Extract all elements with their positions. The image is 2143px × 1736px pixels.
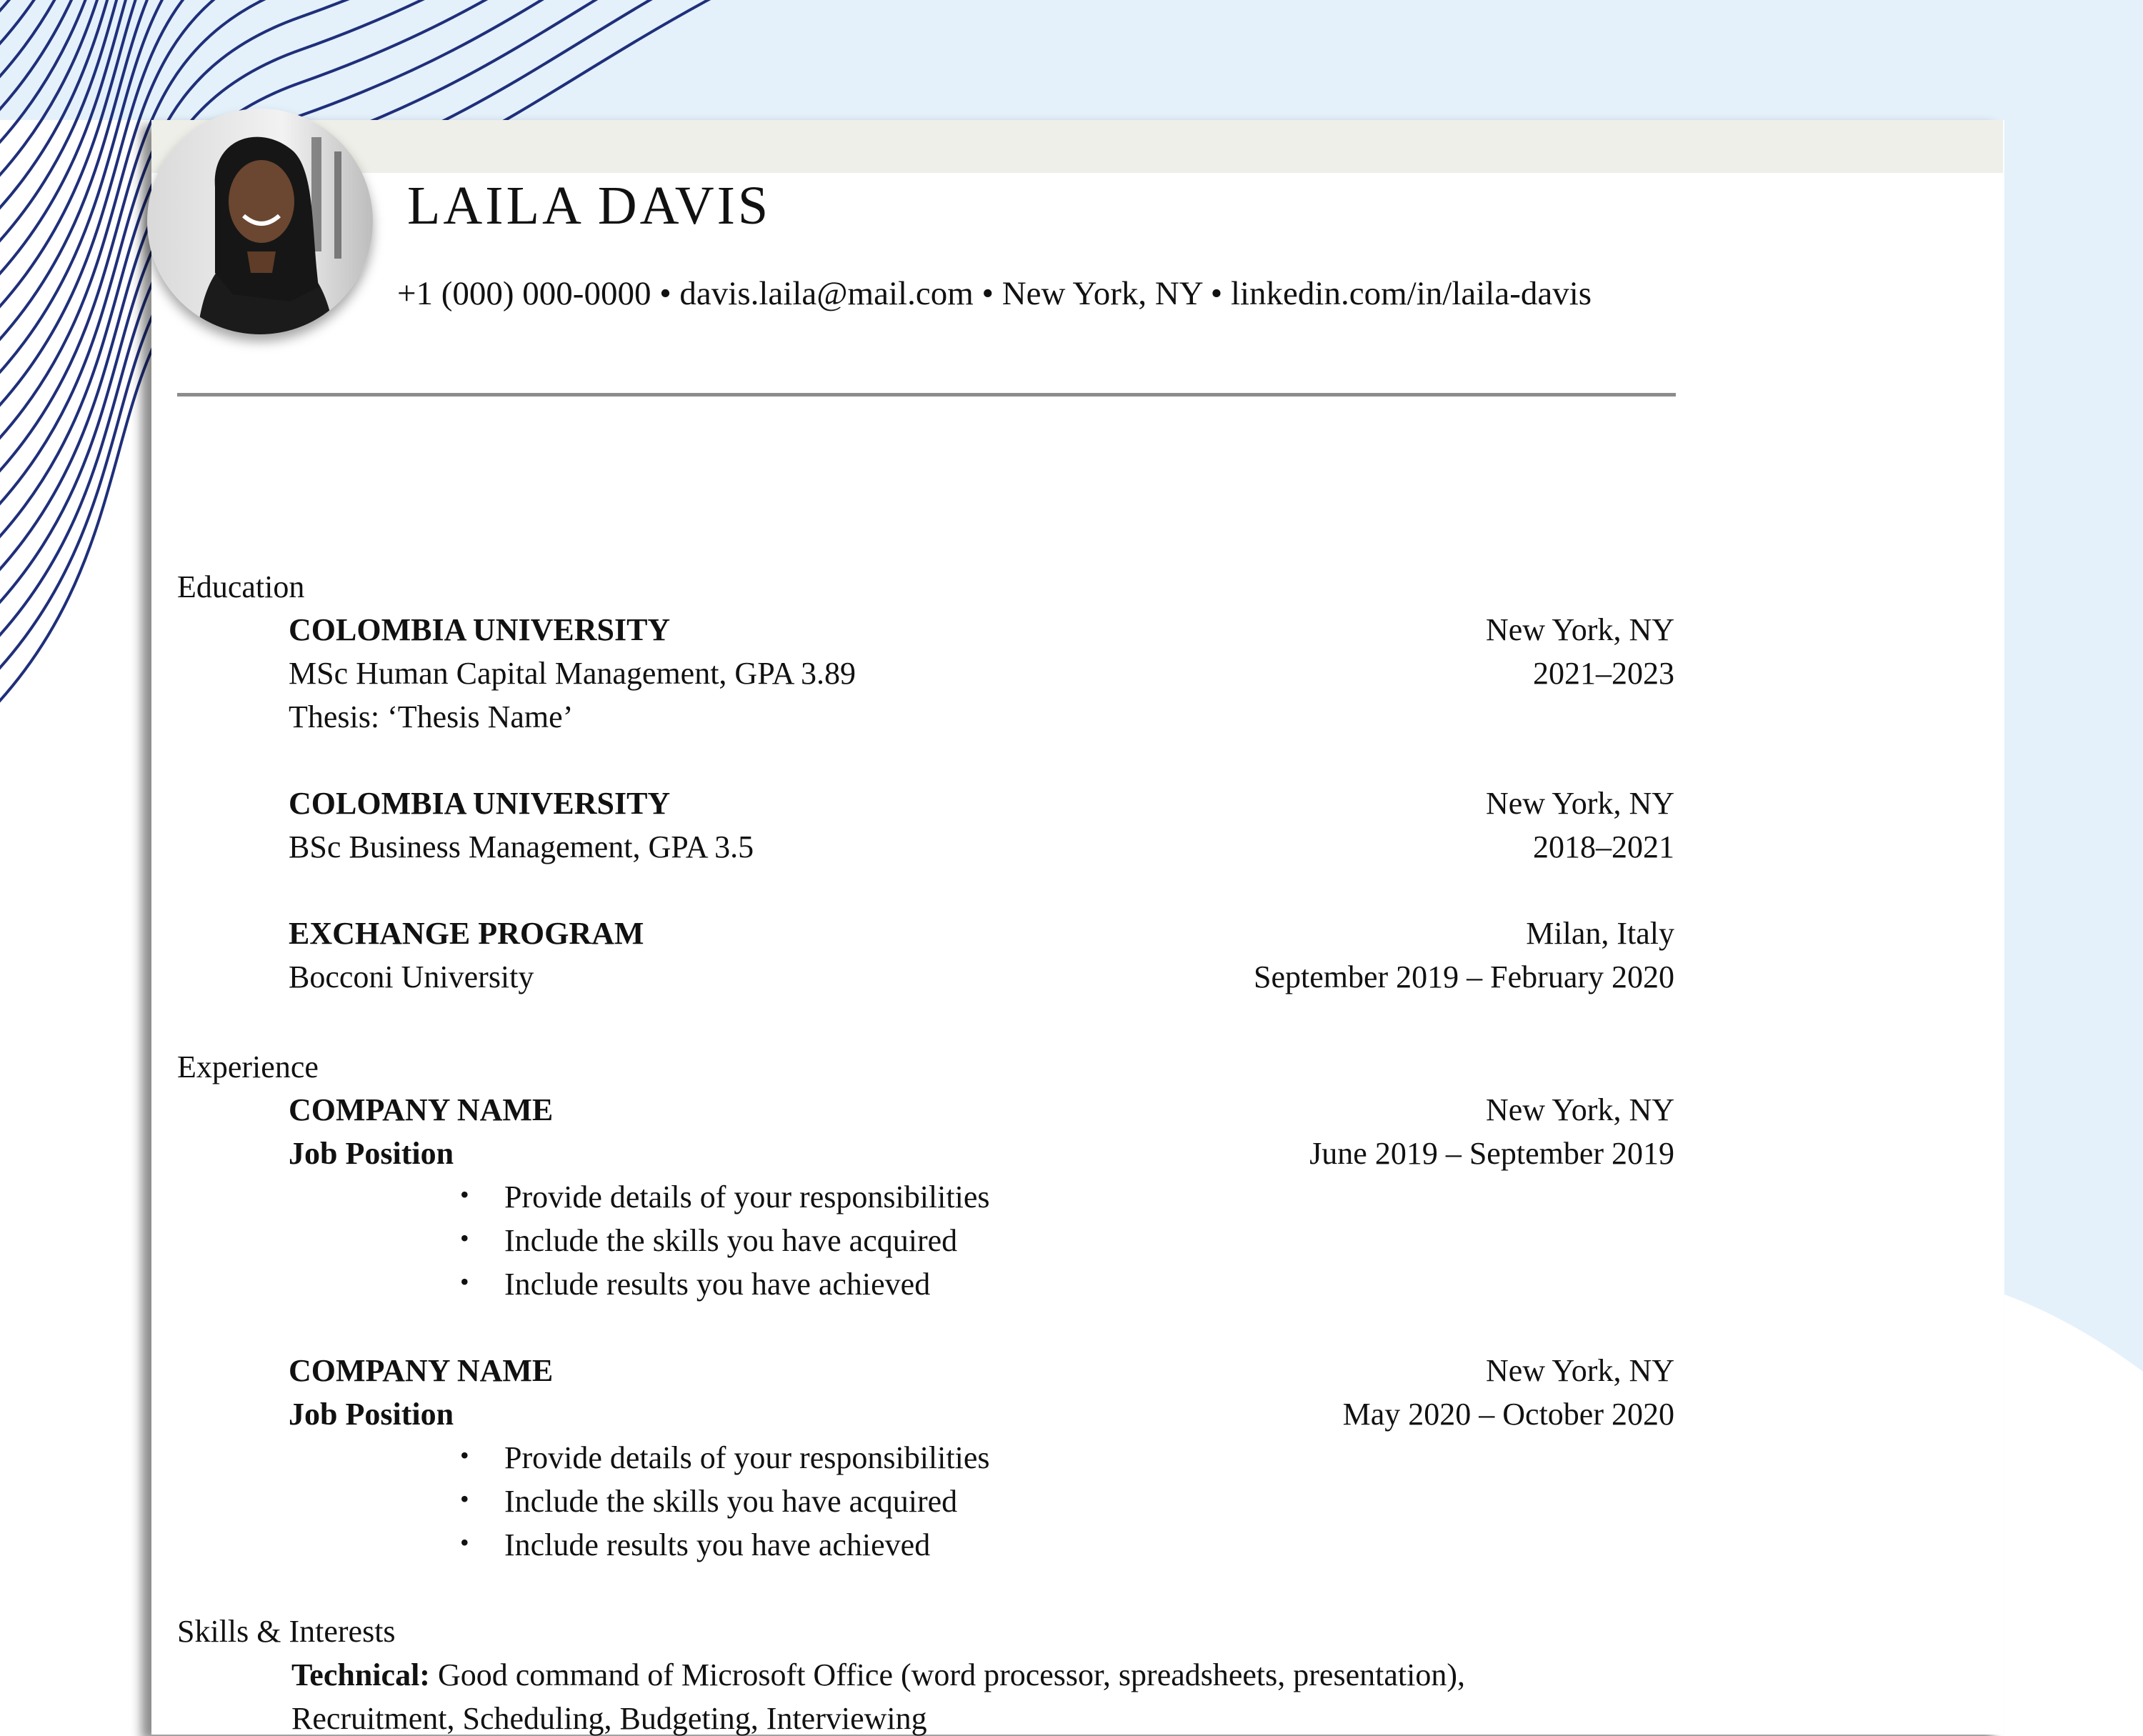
list-item: [460, 1527, 931, 1562]
list-item: [460, 1440, 990, 1475]
skills-continuation: Recruitment, Scheduling, Budgeting, Interviewing: [291, 1701, 927, 1736]
education-org: COLOMBIA UNIVERSITY: [289, 612, 671, 647]
list-item: [460, 1179, 990, 1214]
job-dates: May 2020 – October 2020: [1342, 1397, 1674, 1432]
education-degree: BSc Business Management, GPA 3.5: [289, 829, 754, 864]
education-entry-1-detail: [289, 658, 1674, 698]
list-item: [460, 1267, 931, 1302]
experience-entry-1-header: [289, 1094, 1674, 1134]
education-dates: September 2019 – February 2020: [1254, 959, 1674, 994]
list-item: [460, 1484, 958, 1519]
sheet-top-band: [151, 120, 2003, 173]
skills-technical: [291, 1657, 1465, 1692]
experience-entry-2-position: [289, 1399, 1674, 1439]
experience-entry-2-header: [289, 1355, 1674, 1395]
header-divider: [177, 393, 1676, 396]
education-entry-2-header: [289, 788, 1674, 828]
section-title-education: Education: [177, 569, 305, 604]
profile-photo: [147, 109, 373, 334]
education-org: EXCHANGE PROGRAM: [289, 916, 644, 951]
education-thesis: Thesis: ‘Thesis Name’: [289, 699, 574, 734]
company-name: COMPANY NAME: [289, 1353, 554, 1388]
bullet-glyph: •: [460, 1267, 469, 1296]
skills-technical-text: Good command of Microsoft Office (word processor, spreadsheets, presentation),: [437, 1657, 1465, 1692]
bullet-text: Include the skills you have acquired: [504, 1223, 958, 1258]
company-name: COMPANY NAME: [289, 1092, 554, 1127]
bullet-glyph: •: [460, 1224, 469, 1252]
job-dates: June 2019 – September 2019: [1309, 1136, 1674, 1171]
section-title-skills: Skills & Interests: [177, 1614, 396, 1649]
company-location: New York, NY: [1485, 1092, 1674, 1127]
education-entry-3-detail: [289, 959, 1674, 1002]
section-title-experience: Experience: [177, 1049, 319, 1084]
education-dates: 2018–2021: [1533, 829, 1674, 864]
list-item: [460, 1223, 958, 1258]
bullet-text: Include the skills you have acquired: [504, 1484, 958, 1519]
job-position: Job Position: [289, 1397, 454, 1432]
bullet-glyph: •: [460, 1528, 469, 1557]
bullet-text: Include results you have achieved: [504, 1267, 931, 1302]
bullet-text: Include results you have achieved: [504, 1527, 931, 1562]
education-entry-3-header: [289, 918, 1674, 958]
experience-entry-1-position: [289, 1138, 1674, 1178]
bullet-glyph: •: [460, 1485, 469, 1513]
company-location: New York, NY: [1485, 1353, 1674, 1388]
education-entry-1-header: [289, 614, 1674, 654]
education-degree: MSc Human Capital Management, GPA 3.89: [289, 656, 856, 691]
education-location: New York, NY: [1485, 612, 1674, 647]
education-location: New York, NY: [1485, 786, 1674, 821]
contact-line: +1 (000) 000-0000 • davis.laila@mail.com • New York, NY • linkedin.com/in/laila-davis: [397, 275, 1592, 312]
bullet-glyph: •: [460, 1180, 469, 1209]
education-org: COLOMBIA UNIVERSITY: [289, 786, 671, 821]
bullet-text: Provide details of your responsibilities: [504, 1440, 990, 1475]
wave-line: [0, 0, 857, 86]
education-dates: 2021–2023: [1533, 656, 1674, 691]
education-location: Milan, Italy: [1526, 916, 1674, 951]
education-entry-2-detail: [289, 829, 1674, 872]
education-degree: Bocconi University: [289, 959, 534, 994]
job-position: Job Position: [289, 1136, 454, 1171]
bullet-text: Provide details of your responsibilities: [504, 1179, 990, 1214]
skills-technical-label: Technical:: [291, 1657, 430, 1692]
candidate-name: LAILA DAVIS: [407, 176, 771, 236]
education-entry-1-extra: [289, 699, 1674, 742]
bullet-glyph: •: [460, 1441, 469, 1470]
